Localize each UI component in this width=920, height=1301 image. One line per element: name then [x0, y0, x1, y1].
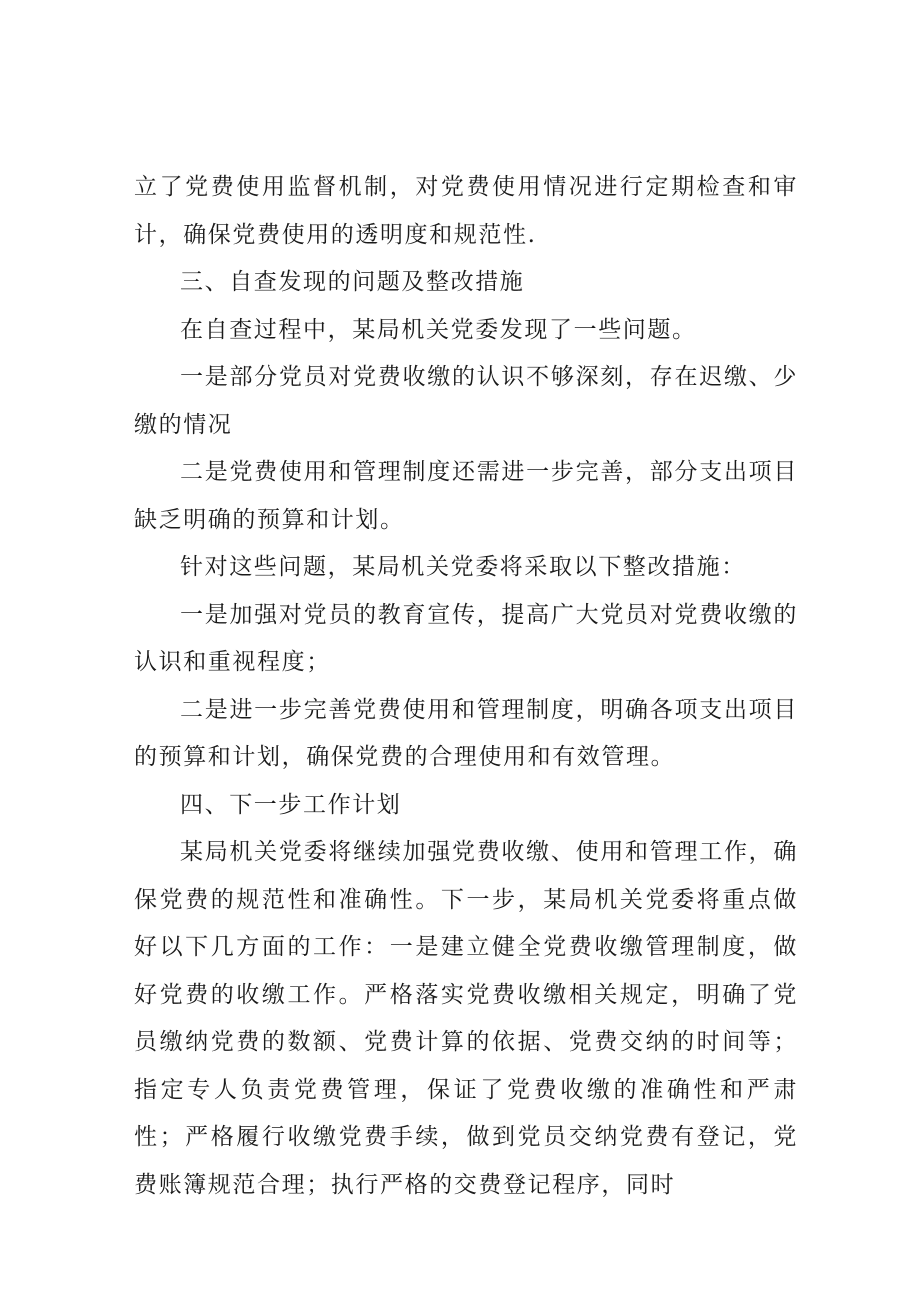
paragraph: 针对这些问题，某局机关党委将采取以下整改措施： [180, 554, 746, 580]
paragraph-continuation: 立了党费使用监督机制，对党费使用情况进行定期检查和审计，确保党费使用的透明度和规范性. [134, 174, 798, 248]
document-body [134, 164, 798, 1209]
paragraph: 一是部分党员对党费收缴的认识不够深刻，存在迟缴、少缴的情况 [134, 364, 798, 438]
paragraph: 在自查过程中，某局机关党委发现了一些问题。 [180, 316, 697, 343]
paragraph: 一是加强对党员的教育宣传，提高广大党员对党费收缴的认识和重视程度； [134, 601, 798, 675]
section-heading-3: 三、自查发现的问题及整改措施 [180, 269, 525, 295]
paragraph: 某局机关党委将继续加强党费收缴、使用和管理工作，确保党费的规范性和准确性。下一步，某局机关党委将重点做好以下几方面的工作：一是建立健全党费收缴管理制度，做好党费的收缴工作。严格落实党费收缴相关规定，明确了党员缴纳党费的数额、党费计算的依据、党费交纳的时间等；指定专人负责党费管理，保证了党费收缴的准确性和严肃性；严格履行收缴党费手续，做到党员交纳党费有登记，党费账簿规范合理；执行严格的交费登记程序，同时 [134, 839, 798, 1198]
paragraph: 二是进一步完善党费使用和管理制度，明确各项支出项目的预算和计划，确保党费的合理使用和有效管理。 [134, 696, 798, 770]
section-heading-4: 四、下一步工作计划 [180, 791, 402, 818]
paragraph: 二是党费使用和管理制度还需进一步完善，部分支出项目缺乏明确的预算和计划。 [134, 459, 798, 533]
